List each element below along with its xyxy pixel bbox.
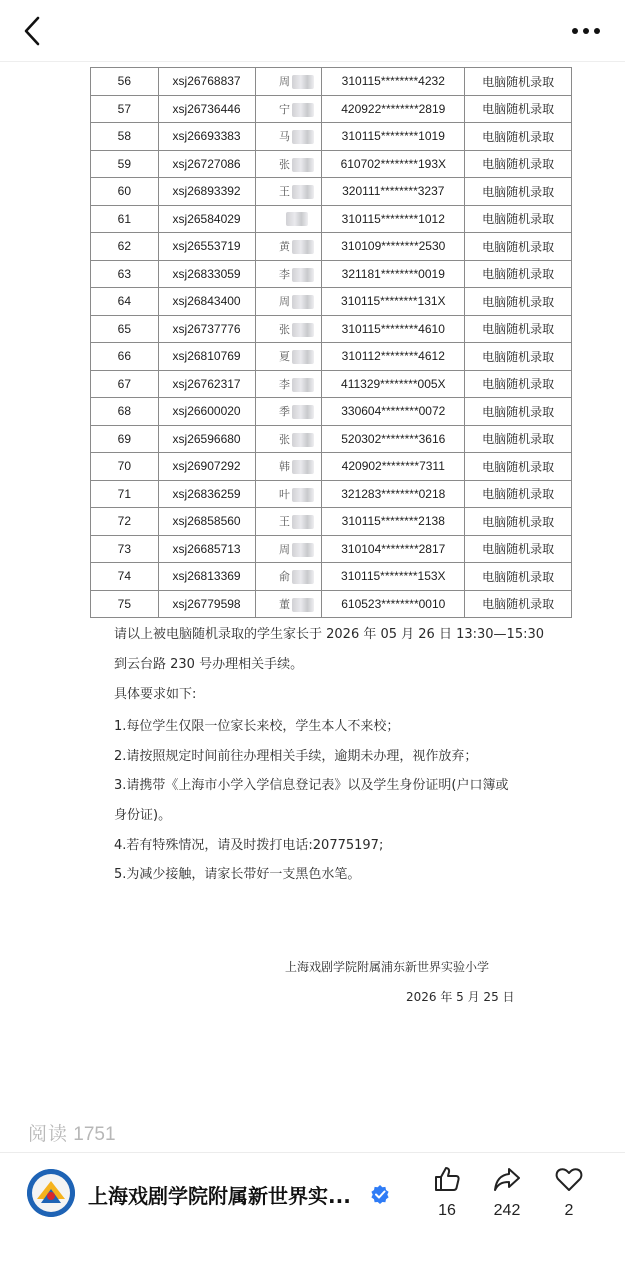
application-id: xsj26858560 [158,508,255,536]
admission-result: 电脑随机录取 [465,370,572,398]
student-name [255,535,322,563]
redaction-blur [292,130,314,144]
student-name [255,288,322,316]
admission-result: 电脑随机录取 [465,315,572,343]
name-initial: 李 [278,378,290,391]
requirement-1: 1.每位学生仅限一位家长来校，学生本人不来校； [114,719,400,734]
redaction-blur [292,295,314,309]
requirement-5: 5.为减少接触，请家长带好一支黑色水笔。 [114,867,361,882]
name-initial: 李 [278,268,290,281]
redaction-blur [292,515,314,529]
read-label: 阅读 [28,1124,69,1145]
name-initial: 黄 [278,241,290,254]
redaction-blur [292,75,314,89]
table-row [91,590,572,618]
redaction-blur [292,240,314,254]
redaction-blur [292,378,314,392]
student-name [255,123,322,151]
name-initial: 周 [278,296,290,309]
read-count [28,1119,116,1146]
name-initial: 宁 [278,103,290,116]
id-number: 310115********4610 [322,315,465,343]
document-page [0,62,625,1112]
redaction-blur [292,460,314,474]
table-row [91,398,572,426]
admission-result: 电脑随机录取 [465,260,572,288]
admission-result: 电脑随机录取 [465,425,572,453]
application-id: xsj26779598 [158,590,255,618]
redaction-blur [292,570,314,584]
admission-result: 电脑随机录取 [465,508,572,536]
application-id: xsj26762317 [158,370,255,398]
table-row [91,453,572,481]
redaction-blur [292,158,314,172]
verified-badge-icon [370,1184,390,1204]
row-number: 63 [91,260,159,288]
admission-result: 电脑随机录取 [465,178,572,206]
table-row [91,178,572,206]
student-name [255,398,322,426]
application-id: xsj26553719 [158,233,255,261]
id-number: 321181********0019 [322,260,465,288]
application-id: xsj26813369 [158,563,255,591]
admission-result: 电脑随机录取 [465,563,572,591]
requirement-4: 4.若有特殊情况，请及时拨打电话:20775197; [114,838,384,853]
application-id: xsj26693383 [158,123,255,151]
student-name [255,563,322,591]
name-initial: 马 [278,131,290,144]
id-number: 320111********3237 [322,178,465,206]
table-row [91,563,572,591]
row-number: 68 [91,398,159,426]
application-id: xsj26600020 [158,398,255,426]
row-number: 67 [91,370,159,398]
admission-result: 电脑随机录取 [465,123,572,151]
row-number: 62 [91,233,159,261]
table-row [91,315,572,343]
application-id: xsj26584029 [158,205,255,233]
chevron-left-icon [18,14,48,48]
admission-result: 电脑随机录取 [465,453,572,481]
admission-table [90,67,572,618]
favorite-button[interactable] [539,1164,599,1234]
row-number: 61 [91,205,159,233]
id-number: 310115********153X [322,563,465,591]
row-number: 57 [91,95,159,123]
student-name [255,425,322,453]
redaction-blur [292,543,314,557]
admission-result: 电脑随机录取 [465,288,572,316]
like-count: 16 [438,1202,456,1219]
account-avatar[interactable] [27,1169,75,1217]
student-name [255,178,322,206]
row-number: 73 [91,535,159,563]
signature-date: 2026 年 5 月 25 日 [406,990,515,1004]
student-name [255,370,322,398]
admission-result: 电脑随机录取 [465,343,572,371]
id-number: 610523********0010 [322,590,465,618]
student-name [255,68,322,96]
name-initial: 季 [278,406,290,419]
row-number: 65 [91,315,159,343]
row-number: 70 [91,453,159,481]
table-row [91,260,572,288]
table-row [91,535,572,563]
table-row [91,288,572,316]
id-number: 420902********7311 [322,453,465,481]
notice-line-2: 到云台路 230 号办理相关手续。 [114,657,304,672]
table-row [91,508,572,536]
like-button[interactable] [417,1164,477,1234]
name-initial: 俞 [278,571,290,584]
redaction-blur [292,405,314,419]
table-row [91,425,572,453]
redaction-blur [292,433,314,447]
student-name [255,590,322,618]
heart-icon [554,1164,584,1194]
favorite-count: 2 [564,1202,574,1219]
row-number: 58 [91,123,159,151]
name-initial: 韩 [278,461,290,474]
admission-result: 电脑随机录取 [465,480,572,508]
name-initial: 周 [278,76,290,89]
notice-line-1: 请以上被电脑随机录取的学生家长于 2026 年 05 月 26 日 13:30—15:30 [114,627,545,642]
admission-result: 电脑随机录取 [465,95,572,123]
student-name [255,508,322,536]
read-value: 1751 [73,1124,116,1145]
admission-result: 电脑随机录取 [465,205,572,233]
redaction-blur [292,488,314,502]
name-initial: 张 [278,323,290,336]
id-number: 321283********0218 [322,480,465,508]
table-row [91,95,572,123]
id-number: 310115********4232 [322,68,465,96]
student-name [255,260,322,288]
thumbs-up-icon [432,1164,462,1194]
name-initial: 董 [278,598,290,611]
top-bar [0,0,625,62]
admission-result: 电脑随机录取 [465,68,572,96]
signature: 上海戏剧学院附属浦东新世界实验小学 [285,960,490,974]
row-number: 59 [91,150,159,178]
id-number: 330604********0072 [322,398,465,426]
application-id: xsj26768837 [158,68,255,96]
student-name [255,150,322,178]
share-count: 242 [493,1202,521,1219]
student-name [255,95,322,123]
share-button[interactable] [477,1164,537,1234]
application-id: xsj26810769 [158,343,255,371]
table-row [91,480,572,508]
name-initial: 张 [278,158,290,171]
application-id: xsj26685713 [158,535,255,563]
requirement-2: 2.请按照规定时间前往办理相关手续，逾期未办理，视作放弃； [114,749,478,764]
id-number: 520302********3616 [322,425,465,453]
student-name [255,205,322,233]
table-row [91,68,572,96]
application-id: xsj26833059 [158,260,255,288]
id-number: 411329********005X [322,370,465,398]
more-button[interactable] [568,20,604,42]
id-number: 310112********4612 [322,343,465,371]
id-number: 610702********193X [322,150,465,178]
table-row [91,205,572,233]
row-number: 69 [91,425,159,453]
redaction-blur [292,268,314,282]
id-number: 310109********2530 [322,233,465,261]
row-number: 66 [91,343,159,371]
name-initial: 王 [278,516,290,529]
row-number: 71 [91,480,159,508]
student-name [255,233,322,261]
redaction-blur [292,323,314,337]
back-button[interactable] [18,14,48,48]
row-number: 64 [91,288,159,316]
table-row [91,123,572,151]
redaction-blur [292,185,314,199]
school-logo-icon [27,1169,75,1217]
table-row [91,370,572,398]
application-id: xsj26907292 [158,453,255,481]
application-id: xsj26893392 [158,178,255,206]
notice-line-3: 具体要求如下: [114,687,197,702]
requirement-3-cont: 身份证)。 [114,808,172,823]
redaction-blur [292,103,314,117]
id-number: 310115********1019 [322,123,465,151]
student-name [255,315,322,343]
table-row [91,150,572,178]
admission-result: 电脑随机录取 [465,398,572,426]
id-number: 310104********2817 [322,535,465,563]
name-initial: 夏 [278,351,290,364]
more-dots-icon [568,20,604,42]
name-initial: 周 [278,543,290,556]
redaction-blur [286,212,308,226]
id-number: 310115********131X [322,288,465,316]
student-name [255,453,322,481]
application-id: xsj26596680 [158,425,255,453]
application-id: xsj26736446 [158,95,255,123]
student-name [255,343,322,371]
name-initial: 王 [278,186,290,199]
redaction-blur [292,350,314,364]
application-id: xsj26843400 [158,288,255,316]
application-id: xsj26737776 [158,315,255,343]
id-number: 420922********2819 [322,95,465,123]
name-initial: 张 [278,433,290,446]
row-number: 56 [91,68,159,96]
table-row [91,233,572,261]
redaction-blur [292,598,314,612]
share-arrow-icon [492,1164,522,1194]
row-number: 74 [91,563,159,591]
admission-result: 电脑随机录取 [465,150,572,178]
row-number: 60 [91,178,159,206]
divider [0,1152,625,1153]
admission-result: 电脑随机录取 [465,233,572,261]
table-row [91,343,572,371]
application-id: xsj26836259 [158,480,255,508]
admission-result: 电脑随机录取 [465,590,572,618]
account-name[interactable]: 上海戏剧学院附属新世界实... [88,1184,351,1208]
student-name [255,480,322,508]
row-number: 75 [91,590,159,618]
id-number: 310115********2138 [322,508,465,536]
row-number: 72 [91,508,159,536]
name-initial: 叶 [278,488,290,501]
id-number: 310115********1012 [322,205,465,233]
admission-result: 电脑随机录取 [465,535,572,563]
requirement-3: 3.请携带《上海市小学入学信息登记表》以及学生身份证明(户口簿或 [114,778,509,793]
bottom-bar [0,1152,625,1278]
application-id: xsj26727086 [158,150,255,178]
